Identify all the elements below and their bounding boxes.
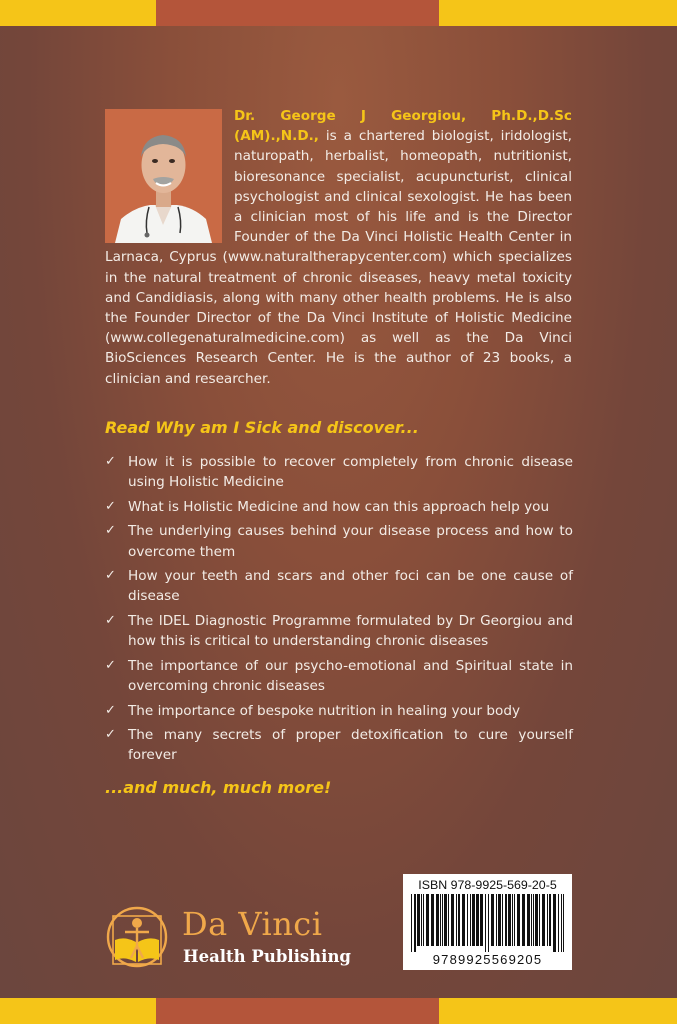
checkmark-icon: ✓: [105, 657, 116, 673]
author-name: Dr. George J Georgiou, Ph.D.,D.Sc (AM).,N.D.,: [234, 108, 572, 145]
top-color-band: [0, 0, 677, 26]
vitruvian-man-book-icon: [105, 906, 169, 970]
benefit-text: The importance of our psycho-emotional and Spiritual state in overcoming chronic diseases: [128, 657, 573, 694]
read-heading: Read Why am I Sick and discover...: [105, 418, 419, 437]
benefit-text: What is Holistic Medicine and how can this approach help you: [128, 498, 550, 515]
author-photo: [105, 109, 222, 243]
top-band-red-center: [156, 0, 439, 26]
benefits-list: [105, 452, 573, 770]
checkmark-icon: ✓: [105, 727, 116, 743]
top-band-yellow-right: [439, 0, 677, 26]
benefit-item: [105, 521, 573, 561]
checkmark-icon: ✓: [105, 498, 116, 514]
checkmark-icon: ✓: [105, 454, 116, 469]
publisher-logo: [105, 904, 355, 974]
benefit-text: How your teeth and scars and other foci can be one cause of disease: [128, 568, 573, 605]
checkmark-icon: ✓: [105, 702, 116, 718]
isbn-barcode: [403, 874, 572, 970]
publisher-name: Da Vinci: [182, 905, 323, 943]
checkmark-icon: ✓: [105, 568, 116, 584]
benefit-text: The importance of bespoke nutrition in healing your body: [128, 702, 521, 719]
top-band-yellow-left: [0, 0, 156, 26]
benefit-text: The IDEL Diagnostic Programme formulated by Dr Georgiou and how this is critical to understanding chronic diseases: [128, 612, 573, 650]
bottom-band-yellow-right: [439, 998, 677, 1024]
bottom-band-red-center: [156, 998, 439, 1024]
checkmark-icon: ✓: [105, 523, 116, 539]
publisher-subtitle: Health Publishing: [183, 947, 351, 966]
benefit-item: [105, 452, 573, 492]
benefit-item: [105, 725, 573, 765]
checkmark-icon: ✓: [105, 612, 116, 628]
benefit-item: [105, 566, 573, 606]
author-portrait-image: [105, 109, 222, 243]
barcode-bars: [411, 894, 564, 952]
bottom-color-band: [0, 998, 677, 1024]
benefit-item: [105, 656, 573, 696]
much-more-tagline: ...and much, much more!: [105, 778, 332, 797]
benefit-item: [105, 497, 573, 517]
benefit-item: [105, 701, 573, 721]
barcode-number: 9789925569205: [432, 952, 543, 967]
benefit-text: The many secrets of proper detoxification to cure yourself forever: [128, 727, 573, 764]
author-bio: [105, 106, 572, 389]
benefit-text: The underlying causes behind your disease process and how to overcome them: [128, 523, 573, 560]
bottom-band-yellow-left: [0, 998, 156, 1024]
isbn-label: ISBN 978-9925-569-20-5: [418, 878, 557, 892]
benefit-text: How it is possible to recover completely from chronic disease using Holistic Medicine: [128, 454, 573, 491]
author-bio-text: is a chartered biologist, iridologist, naturopath, herbalist, homeopath, nutritionist, bioresonance specialist, acupuncturist, clinical psychologist and clinical sexologist. He has been a clinician most of his life and is the Director Founder of the Da Vinci Holistic Health Center in Larnaca, Cyprus (www.naturaltherapycenter.com) which specializes in the natural treatment of chronic diseases, heavy metal toxicity and Candidiasis, along with many other health problems. He is also the Founder Director of the Da Vinci Institute of Holistic Medicine (www.collegenaturalmedicine.com) as well as the Da Vinci BioSciences Research Center. He is the author of 23 books, a clinician and researcher.: [105, 128, 572, 387]
benefit-item: [105, 611, 573, 651]
